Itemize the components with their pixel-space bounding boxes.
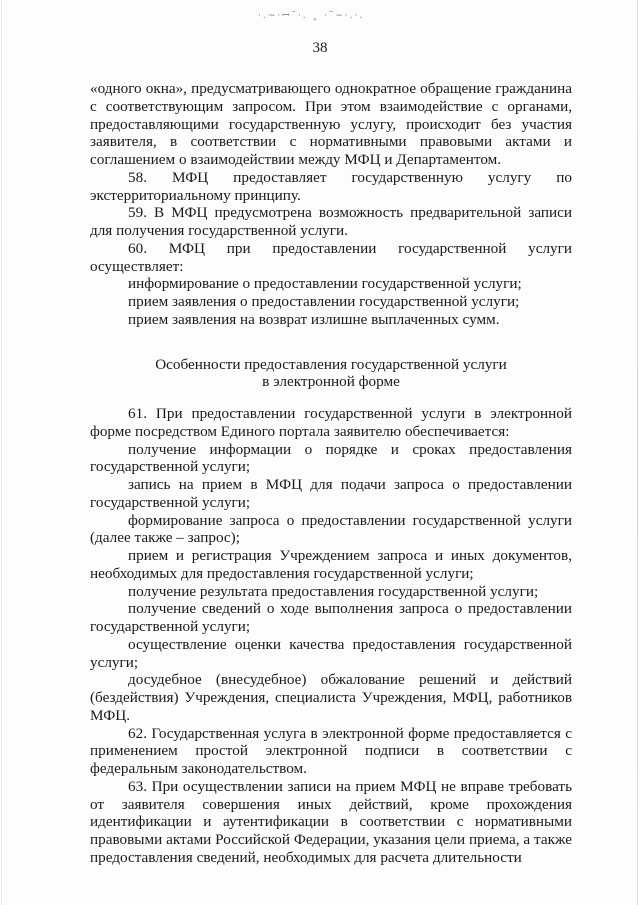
- paragraph-61: 61. При предоставлении государственной услуги в электронной форме посредством Единого портала заявителю обеспечивается:: [90, 405, 572, 440]
- paragraph-58: 58. МФЦ предоставляет государственную услугу по экстерриториальному принципу.: [90, 168, 572, 204]
- document-body: [90, 80, 572, 867]
- section-heading-line: в электронной форме: [262, 373, 400, 391]
- list-item: получение сведений о ходе выполнения запроса о предоставлении государственной услуги;: [90, 600, 572, 635]
- list-item: осуществление оценки качества предоставления государственной услуги;: [90, 635, 572, 671]
- scan-edge-right: [637, 0, 638, 905]
- section-heading-line: Особенности предоставления государственной услуги: [155, 355, 507, 373]
- scan-artifact: ·.~·ꟷ˜·. ˬ ·˜~·.·.: [258, 11, 365, 21]
- list-item: формирование запроса о предоставлении государственной услуги (далее также – запрос);: [90, 511, 572, 547]
- list-item: информирование о предоставлении государственной услуги;: [128, 275, 522, 293]
- list-item: прием заявления о предоставлении государственной услуги;: [128, 293, 520, 310]
- list-item: запись на прием в МФЦ для подачи запроса о предоставлении государственной услуги;: [90, 476, 572, 511]
- section-heading: [90, 356, 572, 392]
- paragraph-continuation: «одного окна», предусматривающего однократное обращение гражданина с соответствующим запросом. При этом взаимодействие с органами, предоставляющими государственную услугу, происходит без участия заявителя, в соответствии с нормативными правовыми актами и соглашением о взаимодействии между МФЦ и Департаментом.: [90, 80, 572, 168]
- list-item: прием заявления на возврат излишне выплаченных сумм.: [128, 310, 500, 328]
- paragraph-60: 60. МФЦ при предоставлении государственной услуги осуществляет:: [90, 239, 572, 275]
- paragraph-59: 59. В МФЦ предусмотрена возможность предварительной записи для получения государственной услуги.: [90, 204, 572, 239]
- paragraph-63: 63. При осуществлении записи на прием МФЦ не вправе требовать от заявителя совершения иных действий, кроме прохождения идентификации и аутентификации в соответствии с нормативными правовыми актами Российской Федерации, указания цели приема, а также предоставления сведений, необходимых для расчета длительности: [90, 777, 572, 866]
- scan-edge-left: [1, 0, 2, 905]
- list-item: получение информации о порядке и сроках предоставления государственной услуги;: [90, 440, 572, 476]
- paragraph-62: 62. Государственная услуга в электронной форме предоставляется с применением простой электронной подписи в соответствии с федеральным законодательством.: [90, 724, 572, 777]
- list-item: прием и регистрация Учреждением запроса и иных документов, необходимых для предоставления государственной услуги;: [90, 547, 572, 582]
- page-number: 38: [312, 40, 328, 56]
- list-item: досудебное (внесудебное) обжалование решений и действий (бездействия) Учреждения, специалиста Учреждения, МФЦ, работников МФЦ.: [90, 671, 572, 724]
- list-item: получение результата предоставления государственной услуги;: [128, 582, 539, 600]
